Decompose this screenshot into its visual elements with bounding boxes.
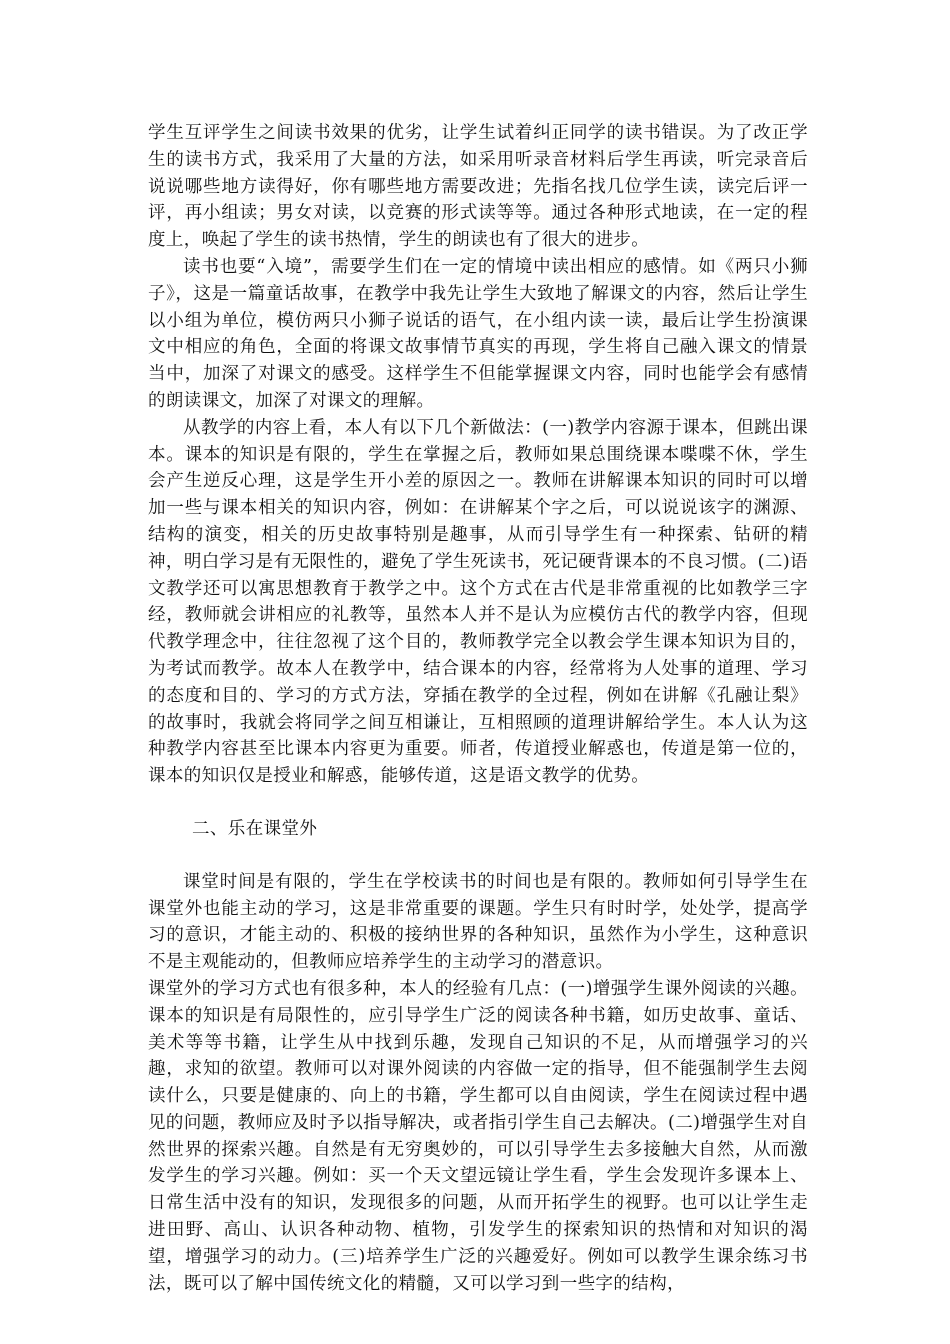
document-page [148, 120, 808, 1297]
paragraph-after-class-methods: 课堂外的学习方式也有很多种，本人的经验有几点：(一)增强学生课外阅读的兴趣。课本的知识是有局限性的，应引导学生广泛的阅读各种书籍，如历史故事、童话、美术等等书籍，让学生从中找到乐趣，发现自己知识的不足，从而增强学习的兴趣，求知的欲望。教师可以对课外阅读的内容做一定的指导，但不能强制学生去阅读什么，只要是健康的、向上的书籍，学生都可以自由阅读，学生在阅读过程中遇见的问题，教师应及时予以指导解决，或者指引学生自己去解决。(二)增强学生对自然世界的探索兴趣。自然是有无穷奥妙的，可以引导学生去多接触大自然，从而激发学生的学习兴趣。例如：买一个天文望远镜让学生看，学生会发现许多课本上、日常生活中没有的知识，发现很多的问题，从而开拓学生的视野。也可以让学生走进田野、高山、认识各种动物、植物，引发学生的探索知识的热情和对知识的渴望，增强学习的动力。(三)培养学生广泛的兴趣爱好。例如可以教学生课余练习书法，既可以了解中国传统文化的精髓，又可以学习到一些字的结构， [148, 978, 808, 1294]
paragraph-reading-with-emotion: 读书也要“入境”，需要学生们在一定的情境中读出相应的感情。如《两只小狮子》，这是一篇童话故事，在教学中我先让学生大致地了解课文的内容，然后让学生以小组为单位，模仿两只小狮子说话的语气，在小组内读一读，最后让学生扮演课文中相应的角色，全面的将课文故事情节真实的再现，学生将自己融入课文的情景当中，加深了对课文的感受。这样学生不但能掌握课文内容，同时也能学会有感情的朗读课文，加深了对课文的理解。 [148, 256, 808, 411]
paragraph-reading-methods: 学生互评学生之间读书效果的优劣，让学生试着纠正同学的读书错误。为了改正学生的读书方式，我采用了大量的方法，如采用听录音材料后学生再读，听完录音后说说哪些地方读得好，你有哪些地方需要改进；先指名找几位学生读，读完后评一评，再小组读；男女对读，以竞赛的形式读等等。通过各种形式地读，在一定的程度上，唤起了学生的读书热情，学生的朗读也有了很大的进步。 [148, 123, 808, 251]
paragraph-teaching-content: 从教学的内容上看，本人有以下几个新做法：(一)教学内容源于课本，但跳出课本。课本的知识是有限的，学生在掌握之后，教师如果总围绕课本喋喋不休，学生会产生逆反心理，这是学生开小差的原因之一。教师在讲解课本知识的同时可以增加一些与课本相关的知识内容，例如：在讲解某个字之后，可以说说该字的渊源、结构的演变，相关的历史故事特别是趣事，从而引导学生有一种探索、钻研的精神，明白学习是有无限性的，避免了学生死读书，死记硬背课本的不良习惯。(二)语文教学还可以寓思想教育于教学之中。这个方式在古代是非常重视的比如教学三字经，教师就会讲相应的礼教等，虽然本人并不是认为应模仿古代的教学内容，但现代教学理念中，往往忽视了这个目的，教师教学完全以教会学生课本知识为目的，为考试而教学。故本人在教学中，结合课本的内容，经常将为人处事的道理、学习的态度和目的、学习的方式方法，穿插在教学的全过程，例如在讲解《孔融让梨》的故事时，我就会将同学之间互相谦让，互相照顾的道理讲解给学生。本人认为这种教学内容甚至比课本内容更为重要。师者，传道授业解惑也，传道是第一位的，课本的知识仅是授业和解惑，能够传道，这是语文教学的优势。 [148, 417, 808, 787]
paragraph-after-class-intro: 课堂时间是有限的，学生在学校读书的时间也是有限的。教师如何引导学生在课堂外也能主动的学习，这是非常重要的课题。学生只有时时学，处处学，提高学习的意识，才能主动的、积极的接纳世界的各种知识，虽然作为小学生，这种意识不是主观能动的，但教师应培养学生的主动学习的潜意识。 [148, 871, 808, 973]
section-heading: 二、乐在课堂外 [192, 818, 318, 839]
